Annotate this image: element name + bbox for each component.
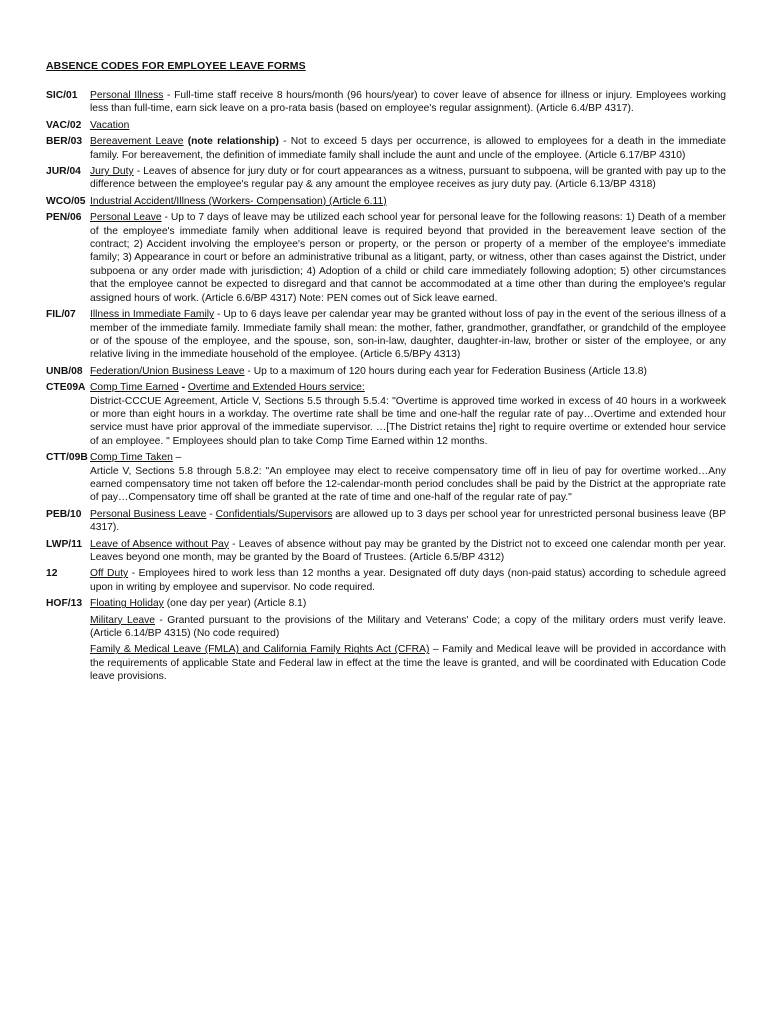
- entry-text: –: [172, 452, 182, 464]
- entry-subtitle: Overtime and Extended Hours service:: [187, 382, 365, 394]
- entry-name: Off Duty: [90, 568, 129, 580]
- entry-code: HOF/13: [46, 598, 83, 610]
- entry-text: - Full-time staff receive 8 hours/month (96 hours/year) to cover leave of absence for illness or injury. Employees working less than full-time, earn sick leave on a pro-rata basis (based on employee's regular assignment). (Article 6.4/BP 4317).: [90, 90, 727, 115]
- entry-code: [46, 614, 90, 641]
- entry-name: Personal Business Leave: [90, 508, 207, 520]
- entry-ber: [46, 135, 726, 162]
- entry-name: Personal Leave: [90, 212, 162, 224]
- page-title: ABSENCE CODES FOR EMPLOYEE LEAVE FORMS: [46, 60, 306, 72]
- entry-code: CTT/09B: [46, 452, 88, 464]
- entry-text: - Employees hired to work less than 12 months a year. Designated off duty days (non-paid status) according to schedule agreed upon in writing by employee and supervisor. No code required.: [90, 568, 726, 593]
- entry-text: -: [206, 508, 216, 520]
- entry-jur: [46, 165, 726, 192]
- entry-unb: [46, 365, 726, 378]
- entry-detail: Article V, Sections 5.8 through 5.8.2: "An employee may elect to receive compensatory time off in lieu of pay for overtime worked…Any earned compensatory time not taken off before the 12-calendar-month period concludes shall be paid by the District at the appropriate rate of pay…Compensatory time off shall be granted at the rate of time and one-half of the regular rate of pay.": [90, 465, 726, 504]
- entry-code: WCO/05: [46, 195, 86, 207]
- entry-text-2: are allowed up to 3 days per school year for unrestricted personal business leave (BP 4317).: [90, 508, 726, 534]
- entry-text: - Leaves of absence without pay may be granted by the District not to exceed one calendar month per year. Leaves beyond one month, may be granted by the Board of Trustees. (Article 6.5/BP 4312): [90, 538, 726, 563]
- entry-text: (one day per year) (Article 8.1): [163, 598, 307, 610]
- entry-text: - Not to exceed 5 days per occurrence, is allowed to employees for a death in the immediate family. For bereavement, the definition of immediate family shall include the aunt and uncle of the employee. (Article 6.17/BP 4310): [90, 136, 726, 161]
- entry-code: FIL/07: [46, 309, 76, 321]
- entry-peb: [46, 508, 726, 535]
- entry-name: Comp Time Taken: [90, 452, 173, 464]
- entry-name: Leave of Absence without Pay: [90, 538, 230, 550]
- entry-code: SIC/01: [46, 90, 78, 101]
- entry-text: - Granted pursuant to the provisions of the Military and Veterans' Code; a copy of the military orders must verify leave. (Article 6.14/BP 4315) (No code required): [90, 614, 726, 640]
- entry-note: (note relationship): [183, 136, 279, 148]
- entry-code: JUR/04: [46, 166, 81, 178]
- entry-text: - Up to a maximum of 120 hours during each year for Federation Business (Article 13.8): [244, 365, 647, 377]
- entry-code: UNB/08: [46, 365, 83, 377]
- entry-name: Bereavement Leave: [90, 136, 184, 148]
- entry-code: PEN/06: [46, 212, 82, 224]
- entry-code: 12: [46, 568, 58, 580]
- entry-wco: [46, 195, 726, 208]
- document-page: [46, 60, 726, 687]
- entry-text: - Leaves of absence for jury duty or for court appearances as a witness, pursuant to subpoena, will be granted with pay up to the difference between the employee's regular pay & any amount the employee receives as jury duty pay. (Article 6.13/BP 4318): [90, 166, 726, 191]
- entry-name: Military Leave: [90, 614, 156, 626]
- entry-vac: [46, 119, 726, 132]
- entry-fil: [46, 308, 726, 362]
- entry-code: [46, 643, 90, 683]
- entry-name: Industrial Accident/Illness (Workers- Compensation) (Article 6.11): [90, 195, 387, 207]
- entry-subtitle: Confidentials/Supervisors: [215, 508, 333, 520]
- entry-detail: District-CCCUE Agreement, Article V, Sections 5.5 through 5.5.4: "Overtime is approved time worked in excess of 40 hours in a workweek or more than eight hours in a workday. The overtime rate shall be time and one-half the regular rate of pay…Overtime and extended hour service must have prior approval of the immediate supervisor. …[The District retains the] right to require overtime or extended hour service of an employee. " Employees should plan to take Comp Time Earned within 12 months.: [90, 395, 726, 447]
- entry-name: Personal Illness: [90, 90, 164, 101]
- entry-text: - Up to 7 days of leave may be utilized each school year for personal leave for the following reasons: 1) Death of a member of the employee's immediate family when additional leave is required beyond that provided in the bereavement leave section of the contract; 2) Accident involving the employee's person or property, or the person or property of a member of the employee's immediate family; 3) Appearance in court or before an administrative tribunal as a litigant, party, or witness, other than cases against the District, under subpoena or any order made with jurisdiction; 4) Adoption of a child or child care immediately following adoption; 5) other circumstances that the employee cannot be expected to disregard and that cannot be accommodated at a time other than during the employee's regular assigned hours of work. (Article 6.6/BP 4317) Note: PEN comes out of Sick leave earned.: [90, 212, 726, 304]
- entry-code: CTE09A: [46, 382, 86, 394]
- entry-code: BER/03: [46, 136, 83, 148]
- entry-name: Jury Duty: [90, 166, 134, 178]
- entry-text: – Family and Medical leave will be provided in accordance with the requirements of applicable State and Federal law in effect at the time the leave is granted, and will be coordinated with Education Code leave provisions.: [90, 644, 726, 683]
- entry-code: LWP/11: [46, 538, 83, 550]
- entry-name: Family & Medical Leave (FMLA) and California Family Rights Act (CFRA): [90, 644, 430, 656]
- entry-name: Comp Time Earned: [90, 382, 179, 394]
- entry-ctt: [46, 451, 726, 505]
- entry-pen: [46, 211, 726, 305]
- entry-name: Illness in Immediate Family: [90, 309, 215, 321]
- entry-name: Floating Holiday: [90, 598, 164, 610]
- entry-sic: [46, 89, 726, 116]
- entry-hof: [46, 597, 726, 610]
- entry-code: PEB/10: [46, 508, 82, 520]
- entry-off-duty: [46, 567, 726, 594]
- entry-military: [46, 614, 726, 641]
- entry-code: VAC/02: [46, 119, 82, 131]
- entry-fmla: [46, 643, 726, 683]
- entry-separator: -: [178, 382, 188, 394]
- entry-cte: [46, 381, 726, 448]
- entry-name: Federation/Union Business Leave: [90, 365, 245, 377]
- entry-name: Vacation: [90, 119, 130, 131]
- entry-lwp: [46, 538, 726, 565]
- entry-text: - Up to 6 days leave per calendar year may be granted without loss of pay in the event of the serious illness of a member of the immediate family. Immediate family shall mean: the mother, father, grandmother, grandfather, or grandchild of the employee or of the spouse of the employee, and the spouse, son, son-in-law, daughter, daughter-in-law, brother or sister of the employee, or any relative living in the immediate household of the employee. (Article 6.5/BPy 4313): [90, 309, 726, 361]
